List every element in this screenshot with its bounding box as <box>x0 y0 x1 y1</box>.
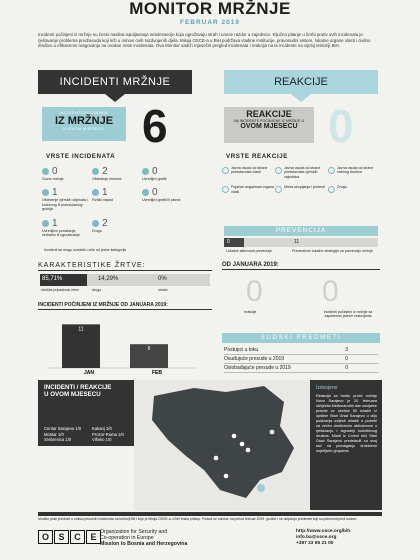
court-row-label: Oslobađajuće presude u 2019 <box>224 365 291 371</box>
map-title-1: INCIDENTI / REAKCIJE <box>44 384 112 391</box>
chart-value-label: 6 <box>147 346 151 353</box>
osce-org-name <box>100 529 187 547</box>
map-marker-kakanj <box>232 434 237 439</box>
incident-types-title: VRSTE INCIDENATA <box>46 153 116 160</box>
incidents-bar-chart <box>44 312 200 376</box>
map-place-item: Srebrenica 1/0 <box>44 437 72 443</box>
incident-type-icon <box>92 168 99 175</box>
chart-tick-label: JAN <box>83 370 95 376</box>
logo-letter-s: S <box>54 530 69 544</box>
prevention-title: PREVENCIJA <box>224 226 378 236</box>
incident-type-item <box>142 187 192 211</box>
reactions-box-top: REAKCIJE <box>246 109 292 119</box>
contact-url[interactable]: http://www.osce.org/bih <box>296 529 351 534</box>
reactions-header-arrow <box>291 94 311 102</box>
map-marker-visoko <box>240 442 245 447</box>
victims-title: KARAKTERISTIKE ŽRTVE: <box>38 262 212 271</box>
court-row <box>224 346 378 355</box>
callout-title: Izdvojeno <box>316 385 338 391</box>
map-marker-prozor <box>214 456 219 461</box>
reaction-type-item <box>222 166 275 179</box>
footnote: Monitor prati predmet u smislu prisutnih incidenata na teritoriji BiH koje je Misija OSCE-a u BiH imala pristup. Podaci se odnose na period februar 2019. godine i ne uključuju predmete koji su pokrenuti pred sudom. <box>38 517 358 521</box>
page-subtitle: FEBRUAR 2019 <box>179 19 241 26</box>
map-title-2: U OVOM MJESECU <box>44 391 101 398</box>
chart-value-label: 11 <box>78 326 84 333</box>
prevention-label-strategy: Preventivne lokalne strategije za prevenciju mržnje <box>292 249 373 253</box>
bih-map-shape <box>152 386 294 498</box>
incidents-count: 6 <box>142 100 168 152</box>
map-places <box>38 424 134 446</box>
map-marker-mostar <box>224 474 229 479</box>
incident-type-icon <box>92 220 99 227</box>
reaction-type-label: Javna osuda od strane predstavnika vjerskih zajednica <box>284 166 321 179</box>
incident-type-label: Uvredljivi grafiti ili pisma <box>142 198 181 203</box>
incident-type-icon <box>142 189 149 196</box>
map-place-item: Prozor-Rama 1/0 <box>92 431 124 437</box>
reactions-box-mid: NA INCIDENTE POČINJENE IZ MRŽNJE U <box>233 119 305 123</box>
reaction-types-grid <box>222 166 382 194</box>
map-place-item: Centar Sarajevo 1/0 <box>44 426 82 431</box>
reaction-type-icon <box>328 167 335 174</box>
court-row-label: Osuđujuće presude u 2019 <box>224 356 285 362</box>
incident-type-item <box>42 218 92 238</box>
intro-text: Incidenti počinjeni iz mržnje su često nasilna ispoljavanja netolerancije koja ugrožavaju strah i unose razdor u zajednice. Ključno pitanje u borbi protiv ovih incidenata je rješavanje problema predrasuda koji leži u osnovi ovih razdvojenih djela. Misija OSCE-a u BiH podržava vladine institucije, pravosudni sistem, lokalne organe vlasti i civilno društvo u efikasnom reagovanju na ovakve vrste incidenata. Ova Monitor sadrži mjesečni pregled incidenata i reakcija na te incidente na cijeloj teritoriji BiH. <box>38 32 371 49</box>
court-title: SUDSKI PREDMETI <box>222 333 380 343</box>
victims-pct-other: 14,29% <box>98 276 119 282</box>
incidents-header-arrow <box>105 94 125 102</box>
footnote-strip <box>38 512 382 516</box>
map-place-item: Višeko 1/0 <box>92 437 112 443</box>
incident-type-item <box>42 166 92 181</box>
map-legend-panel <box>38 380 134 424</box>
reactions-header: REAKCIJE <box>224 70 378 94</box>
reaction-type-icon <box>275 167 282 174</box>
reaction-type-icon <box>222 167 229 174</box>
incident-type-count: 2 <box>102 217 108 229</box>
since-jan-incidents-label: incidenti počinjeni iz mržnje sa zapaženim javnim reakcijama <box>323 310 373 319</box>
incidents-box-bot: U OVOM MJESECU <box>63 127 105 132</box>
incident-types-grid <box>42 166 192 237</box>
contact-email[interactable]: info.ba@osce.org <box>296 535 337 540</box>
reaction-type-item <box>328 185 381 194</box>
victims-bar <box>40 274 210 286</box>
incidents-box-top: INCIDENTI POČINJENI <box>59 111 109 115</box>
reaction-type-icon <box>328 186 335 193</box>
incident-type-label: Uvredljivo ponašanje, verbalno ili ugrožavanje <box>42 228 80 238</box>
incident-type-label: Oštećenje vjerskih objekata i kulturnog ili pravoslavnog groblja <box>42 198 88 212</box>
reaction-type-item <box>275 166 328 179</box>
incidents-box <box>42 107 126 141</box>
org-line-3: Mission to Bosnia and Herzegovina <box>100 541 188 547</box>
reaction-type-label: Javna osuda od strane civilnog društva <box>337 166 374 175</box>
incident-type-count: 2 <box>102 166 108 177</box>
map-place-item: Mostar 1/0 <box>44 431 64 437</box>
victims-pct-ethnic: 85,71% <box>42 276 63 282</box>
prevention-value-local: 0 <box>227 239 230 245</box>
incidents-box-mid: IZ MRŽNJE <box>54 115 114 128</box>
reaction-type-item <box>222 185 275 194</box>
victims-label-rest: ostalo <box>158 288 168 292</box>
prevention-bar <box>224 238 378 247</box>
since-jan-incidents-count: 0 <box>322 275 339 308</box>
incident-type-item <box>92 218 142 238</box>
callout-text: Reakcija za borbu protiv mržnje Novo Sarajevo je 20. februara obilježila Međunarodni dan socijalne pravde uz učešće 50 mladih iz opštine Stari Grad Sarajevo u cilju podizanja svijesti mladih o potrebi za većim društvenim aktivizmom u rješavanju i izgradnji kolektivnog društva. Mladi iz Crveni križ Stari Grad Sarajevo predstavili su svoj rad na pomaganju društveno osjetljivim grupama. <box>316 394 378 453</box>
contact-info <box>296 529 350 547</box>
chart-tick-label: FEB <box>152 370 162 376</box>
victims-label-other: drugo <box>92 288 102 292</box>
court-row-label: Postupci u toku <box>224 347 259 353</box>
incident-type-count: 1 <box>52 187 58 199</box>
incident-type-item <box>142 166 192 181</box>
incident-type-label: Govor mržnje <box>42 177 64 181</box>
reaction-type-icon <box>222 186 229 193</box>
reactions-box-bot: OVOM MJESECU <box>240 123 298 131</box>
since-jan-title: OD JANUARA 2019: <box>222 262 380 270</box>
incident-type-item <box>92 187 142 211</box>
incident-type-icon <box>92 189 99 196</box>
incident-type-count: 0 <box>152 166 158 177</box>
page-title: MONITOR MRŽNJE <box>129 0 291 18</box>
incident-type-count: 1 <box>52 217 58 229</box>
reaction-type-label: Mirna okupljanja i protesti <box>284 185 325 190</box>
logo-letter-c: C <box>70 530 85 544</box>
court-rows <box>224 346 378 373</box>
map-place-item: Kakanj 1/0 <box>92 426 112 431</box>
bih-map <box>134 380 310 510</box>
reaction-types-title: VRSTE REAKCIJE <box>226 153 289 160</box>
reaction-type-label: Pojačan angažman organa vlasti <box>231 185 274 194</box>
since-jan-reactions-label: reakcije <box>244 310 257 314</box>
map-marker-sarajevo <box>246 448 251 453</box>
incident-type-label: Fizički napad <box>92 198 113 203</box>
court-row-value: 0 <box>345 365 348 371</box>
incident-type-item <box>42 187 92 211</box>
prevention-label-local: Lokalne aktivnosti prevencije <box>226 249 272 253</box>
reaction-type-item <box>328 166 381 179</box>
prevention-value-strategy: 11 <box>294 239 300 245</box>
org-line-1: Organization for Security and <box>100 529 168 535</box>
incident-type-icon <box>142 168 149 175</box>
incident-type-label: Drugo <box>92 228 102 233</box>
incident-type-icon <box>42 168 49 175</box>
incident-type-icon <box>42 189 49 196</box>
reaction-type-item <box>275 185 328 194</box>
victims-pct-rest: 0% <box>158 276 167 282</box>
victims-label-ethnic: etnička pripadnost žrtve <box>41 288 79 292</box>
map-marker-highlight <box>257 484 265 492</box>
court-row <box>224 364 378 373</box>
reaction-type-label: Javna osuda od strane predstavnika vlasti <box>231 166 268 175</box>
incident-type-item <box>92 166 142 181</box>
incident-type-icon <box>42 220 49 227</box>
reaction-type-icon <box>275 186 282 193</box>
incident-type-count: 0 <box>152 187 158 199</box>
court-row-value: 0 <box>345 356 348 362</box>
contact-phone: +387 33 95 21 00 <box>296 541 334 546</box>
court-row <box>224 355 378 364</box>
incidents-header: INCIDENTI MRŽNJE <box>38 70 192 94</box>
incident-type-label: Oštećenje imovine <box>92 177 122 181</box>
reaction-type-label: Drugo <box>337 185 347 190</box>
incident-types-note: Incidenti se mogu svrstati u više od jedne kategorije <box>44 248 127 252</box>
logo-letter-e: E <box>86 530 101 544</box>
map-marker-srebrenica <box>270 430 275 435</box>
highlight-callout <box>310 380 382 510</box>
map-area <box>134 380 310 510</box>
reactions-count: 0 <box>328 100 354 152</box>
court-row-value: 3 <box>345 347 348 353</box>
org-line-2: Co-operation in Europe <box>100 535 154 541</box>
logo-letter-o: O <box>38 530 53 544</box>
incident-type-count: 1 <box>102 187 108 199</box>
reactions-box <box>224 107 314 143</box>
chart-title: INCIDENTI POČINJENI IZ MRŽNJE OD JANUARA 2019: <box>38 302 212 310</box>
since-jan-reactions-count: 0 <box>246 275 263 308</box>
incident-type-count: 0 <box>52 166 58 177</box>
osce-logo <box>38 530 102 544</box>
incident-type-label: Uvredljivi grafiti <box>142 177 167 181</box>
